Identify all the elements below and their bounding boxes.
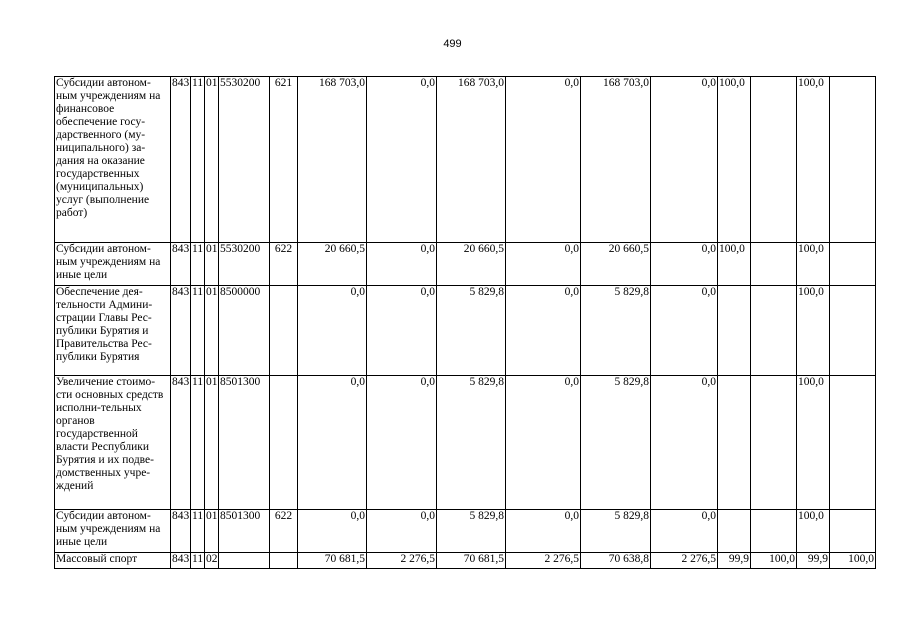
code-target: 8500000 [219,286,270,376]
code-ministry: 843 [171,510,191,553]
code-expense-type [270,553,298,569]
table-row [55,286,876,376]
code-expense-type: 622 [270,510,298,553]
code-section: 11 [191,286,205,376]
value-3: 168 703,0 [437,77,506,243]
percent-3: 100,0 [797,286,830,376]
table-row [55,510,876,553]
value-3: 5 829,8 [437,376,506,510]
value-6: 2 276,5 [651,553,718,569]
value-5: 20 660,5 [581,243,651,286]
percent-2: 100,0 [751,553,797,569]
percent-4 [830,376,876,510]
value-3: 5 829,8 [437,510,506,553]
percent-3: 100,0 [797,243,830,286]
row-name: Субсидии автоном-ным учреждениям на иные цели [55,510,171,553]
percent-3: 99,9 [797,553,830,569]
value-4: 2 276,5 [506,553,581,569]
code-ministry: 843 [171,286,191,376]
percent-1 [718,376,751,510]
value-4: 0,0 [506,77,581,243]
value-2: 0,0 [367,286,437,376]
value-5: 70 638,8 [581,553,651,569]
code-expense-type: 621 [270,77,298,243]
table-row [55,553,876,569]
value-4: 0,0 [506,510,581,553]
percent-4: 100,0 [830,553,876,569]
value-5: 5 829,8 [581,286,651,376]
value-1: 0,0 [298,376,367,510]
percent-4 [830,510,876,553]
value-4: 0,0 [506,243,581,286]
code-target: 5530200 [219,77,270,243]
code-section: 11 [191,243,205,286]
code-section: 11 [191,510,205,553]
percent-1: 100,0 [718,77,751,243]
code-subsection: 01 [205,243,219,286]
table-row [55,77,876,243]
value-2: 0,0 [367,376,437,510]
percent-4 [830,286,876,376]
percent-1: 100,0 [718,243,751,286]
code-target [219,553,270,569]
value-5: 168 703,0 [581,77,651,243]
table-row [55,243,876,286]
code-subsection: 01 [205,286,219,376]
code-section: 11 [191,376,205,510]
percent-1: 99,9 [718,553,751,569]
code-ministry: 843 [171,376,191,510]
value-1: 20 660,5 [298,243,367,286]
value-1: 168 703,0 [298,77,367,243]
row-name: Субсидии автоном-ным учреждениям на иные цели [55,243,171,286]
percent-2 [751,77,797,243]
code-section: 11 [191,77,205,243]
value-3: 5 829,8 [437,286,506,376]
value-2: 0,0 [367,243,437,286]
value-6: 0,0 [651,243,718,286]
percent-4 [830,77,876,243]
value-5: 5 829,8 [581,376,651,510]
percent-4 [830,243,876,286]
percent-3: 100,0 [797,77,830,243]
value-1: 70 681,5 [298,553,367,569]
value-2: 2 276,5 [367,553,437,569]
value-6: 0,0 [651,77,718,243]
row-name: Массовый спорт [55,553,171,569]
value-4: 0,0 [506,286,581,376]
value-6: 0,0 [651,286,718,376]
table-row [55,376,876,510]
percent-2 [751,243,797,286]
value-3: 70 681,5 [437,553,506,569]
percent-3: 100,0 [797,510,830,553]
value-5: 5 829,8 [581,510,651,553]
percent-3: 100,0 [797,376,830,510]
budget-table [54,76,876,569]
percent-1 [718,286,751,376]
value-6: 0,0 [651,510,718,553]
code-target: 5530200 [219,243,270,286]
value-1: 0,0 [298,286,367,376]
code-subsection: 02 [205,553,219,569]
code-expense-type [270,286,298,376]
row-name: Обеспечение дея-тельности Админи-страции Главы Рес-публики Бурятия и Правительства Рес-публики Бурятия [55,286,171,376]
code-ministry: 843 [171,553,191,569]
code-ministry: 843 [171,243,191,286]
value-2: 0,0 [367,510,437,553]
code-subsection: 01 [205,376,219,510]
value-4: 0,0 [506,376,581,510]
page-number: 499 [443,38,462,50]
percent-2 [751,376,797,510]
percent-2 [751,286,797,376]
code-subsection: 01 [205,77,219,243]
code-expense-type: 622 [270,243,298,286]
value-1: 0,0 [298,510,367,553]
value-6: 0,0 [651,376,718,510]
value-3: 20 660,5 [437,243,506,286]
row-name: Субсидии автоном-ным учреждениям на финансовое обеспечение госу-дарственного (му-ниципального) за-дания на оказание государственных (муниципальных) услуг (выполнение работ) [55,77,171,243]
code-target: 8501300 [219,510,270,553]
code-target: 8501300 [219,376,270,510]
percent-1 [718,510,751,553]
code-ministry: 843 [171,77,191,243]
code-section: 11 [191,553,205,569]
value-2: 0,0 [367,77,437,243]
row-name: Увеличение стоимо-сти основных средств исполни-тельных органов государственной власти Республики Бурятия и их подве-домственных учре-ждений [55,376,171,510]
code-expense-type [270,376,298,510]
code-subsection: 01 [205,510,219,553]
percent-2 [751,510,797,553]
